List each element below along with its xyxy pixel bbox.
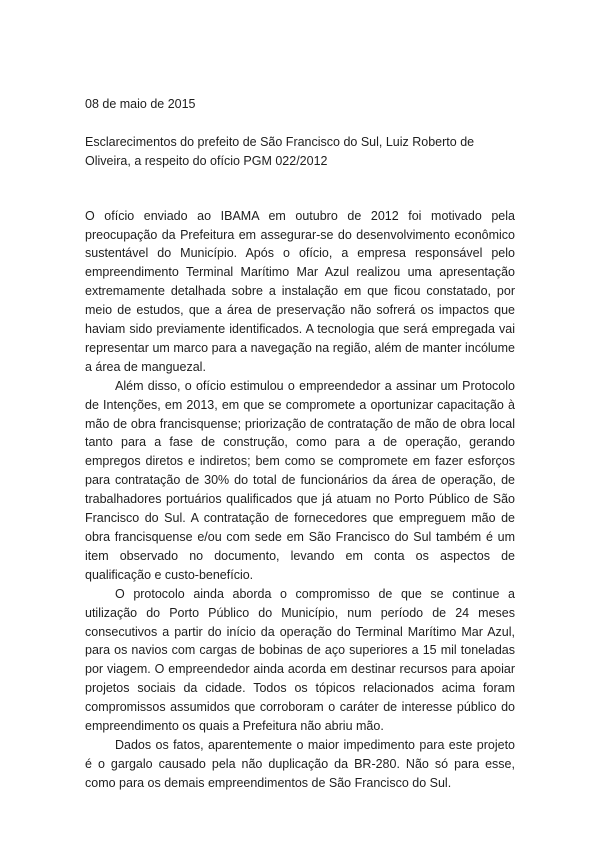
paragraph: Além disso, o ofício estimulou o empreendedor a assinar um Protocolo de Intenções, em 2013, em que se compromete a oportunizar capacitação à mão de obra francisquense; priorização de contratação de mão de obra local tanto para a fase de construção, como para a de operação, gerando empregos diretos e indiretos; bem como se compromete em fazer esforços para contratação de 30% do total de funcionários da área de operação, de trabalhadores portuários qualificados que já atuam no Porto Público de São Francisco do Sul. A contratação de fornecedores que empreguem mão de obra francisquense e/ou com sede em São Francisco do Sul também é um item observado no documento, levando em conta os aspectos de qualificação e custo-benefício. [85,378,515,582]
paragraph: O protocolo ainda aborda o compromisso de que se continue a utilização do Porto Público do Município, num período de 24 meses consecutivos a partir do início da operação do Terminal Marítimo Mar Azul, para os navios com cargas de bobinas de aço superiores a 15 mil toneladas por viagem. O empreendedor ainda acorda em destinar recursos para apoiar projetos sociais da cidade. Todos os tópicos relacionados acima foram compromissos assumidos que corroboram o caráter de interesse público do empreendimento os quais a Prefeitura não abriu mão. [85,586,515,734]
paragraph: O ofício enviado ao IBAMA em outubro de 2012 foi motivado pela preocupação da Prefeitura em assegurar-se do desenvolvimento econômico sustentável do Município. Após o ofício, a empresa responsável pelo empreendimento Terminal Marítimo Mar Azul realizou uma apresentação extremamente detalhada sobre a instalação em que ficou constatado, por meio de estudos, que a área de preservação não sofrerá os impactos que haviam sido previamente identificados. A tecnologia que será empregada vai representar um marco para a navegação na região, além de manter incólume a área de manguezal. [85,208,515,374]
document-date: 08 de maio de 2015 [85,97,196,111]
paragraph: Dados os fatos, aparentemente o maior impedimento para este projeto é o gargalo causado pela não duplicação da BR-280. Não só para esse, como para os demais empreendimentos de São Francisco do Sul. [85,737,515,790]
document-title: Esclarecimentos do prefeito de São Francisco do Sul, Luiz Roberto de Oliveira, a respeito do ofício PGM 022/2012 [85,135,475,168]
document-body [85,207,515,793]
